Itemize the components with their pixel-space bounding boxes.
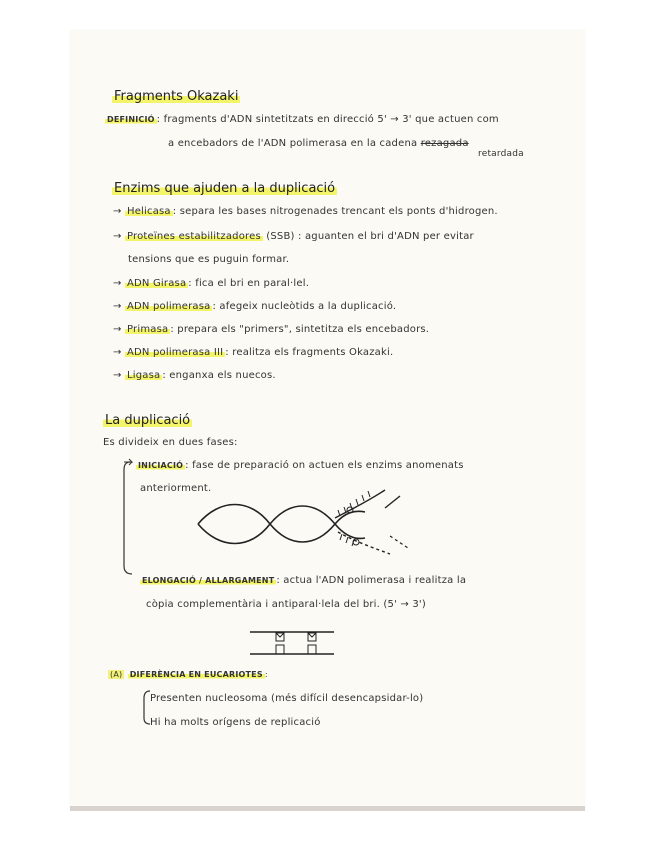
iniciacio-text: : fase de preparació on actuen els enzims anomenats	[185, 460, 464, 471]
enzim-desc: tensions que es puguin formar.	[128, 254, 290, 265]
arrow-icon: →	[113, 206, 125, 217]
duplicacio-title-text: La duplicació	[105, 413, 191, 428]
enzim-item-ssb-cont	[128, 255, 289, 265]
definition-label: DEFINICIÓ	[107, 115, 155, 124]
eucariotes-item-2: Hi ha molts orígens de replicació	[150, 717, 321, 728]
eucariotes-heading	[108, 670, 268, 680]
arrow-icon: →	[113, 324, 125, 335]
phase-bracket	[118, 458, 138, 578]
duplicacio-title	[103, 414, 192, 427]
elongacio-line1	[140, 576, 466, 586]
okazaki-definition-line1	[105, 115, 499, 125]
enzim-desc: : separa les bases nitrogenades trencant els ponts d'hidrogen.	[172, 206, 498, 217]
enzim-item-polimerasa	[113, 302, 396, 312]
eucariotes-item-1: Presenten nucleosoma (més difícil desencapsidar-lo)	[150, 693, 424, 704]
enzims-title	[112, 182, 337, 195]
enzim-term: Helicasa	[126, 206, 171, 217]
elongacio-text: : actua l'ADN polimerasa i realitza la	[276, 575, 467, 586]
enzim-desc: : realitza els fragments Okazaki.	[225, 347, 394, 358]
elongacio-line2: còpia complementària i antiparal·lela del bri. (5' → 3')	[146, 599, 426, 610]
enzim-term: ADN polimerasa	[126, 301, 211, 312]
definition-text-1: : fragments d'ADN sintetitzats en direcció 5' → 3' que actuen com	[156, 114, 499, 125]
iniciacio-line1	[136, 461, 464, 471]
eucariotes-title: DIFERÈNCIA EN EUCARIOTES	[129, 670, 263, 679]
enzim-term: Primasa	[126, 324, 169, 335]
enzim-desc: : prepara els "primers", sintetitza els encebadors.	[170, 324, 430, 335]
arrow-icon: →	[113, 231, 125, 242]
enzim-desc: : enganxa els nuecos.	[162, 370, 276, 381]
enzim-desc: (SSB) : aguanten el bri d'ADN per evitar	[262, 231, 474, 242]
arrow-icon: →	[113, 301, 125, 312]
enzims-title-text: Enzims que ajuden a la duplicació	[114, 181, 336, 196]
eucariotes-colon: :	[264, 670, 268, 679]
iniciacio-label: INICIACIÓ	[138, 461, 184, 470]
enzim-term: ADN Girasa	[126, 278, 187, 289]
correction-word: retardada	[478, 149, 524, 159]
eucariotes-tag: (A)	[110, 670, 123, 679]
enzim-item-polimerasa-iii	[113, 348, 393, 358]
okazaki-title	[112, 90, 240, 103]
page-edge	[70, 806, 585, 811]
enzim-term: Proteïnes estabilitzadores	[126, 231, 261, 242]
enzim-term: ADN polimerasa III	[126, 347, 224, 358]
duplicacio-intro: Es divideix en dues fases:	[103, 437, 238, 448]
struck-word: rezagada	[420, 138, 469, 149]
replication-fork-diagram	[190, 488, 420, 568]
enzim-item-ligasa	[113, 371, 276, 381]
iniciacio-line2: anteriorment.	[140, 483, 212, 494]
definition-text-2: a encebadors de l'ADN polimerasa en la cadena	[168, 138, 418, 149]
okazaki-title-text: Fragments Okazaki	[114, 89, 239, 104]
okazaki-definition-line2	[168, 139, 469, 149]
arrow-icon: →	[113, 347, 125, 358]
enzim-item-girasa	[113, 279, 309, 289]
elongacio-label: ELONGACIÓ / ALLARGAMENT	[142, 576, 275, 585]
enzim-desc: : afegeix nucleòtids a la duplicació.	[212, 301, 397, 312]
enzim-item-primasa	[113, 325, 429, 335]
enzim-item-helicasa	[113, 207, 498, 217]
antiparallel-strand-diagram	[248, 626, 338, 662]
enzim-term: Ligasa	[126, 370, 161, 381]
enzim-item-ssb	[113, 232, 474, 242]
arrow-icon: →	[113, 278, 125, 289]
arrow-icon: →	[113, 370, 125, 381]
enzim-desc: : fica el bri en paral·lel.	[188, 278, 310, 289]
